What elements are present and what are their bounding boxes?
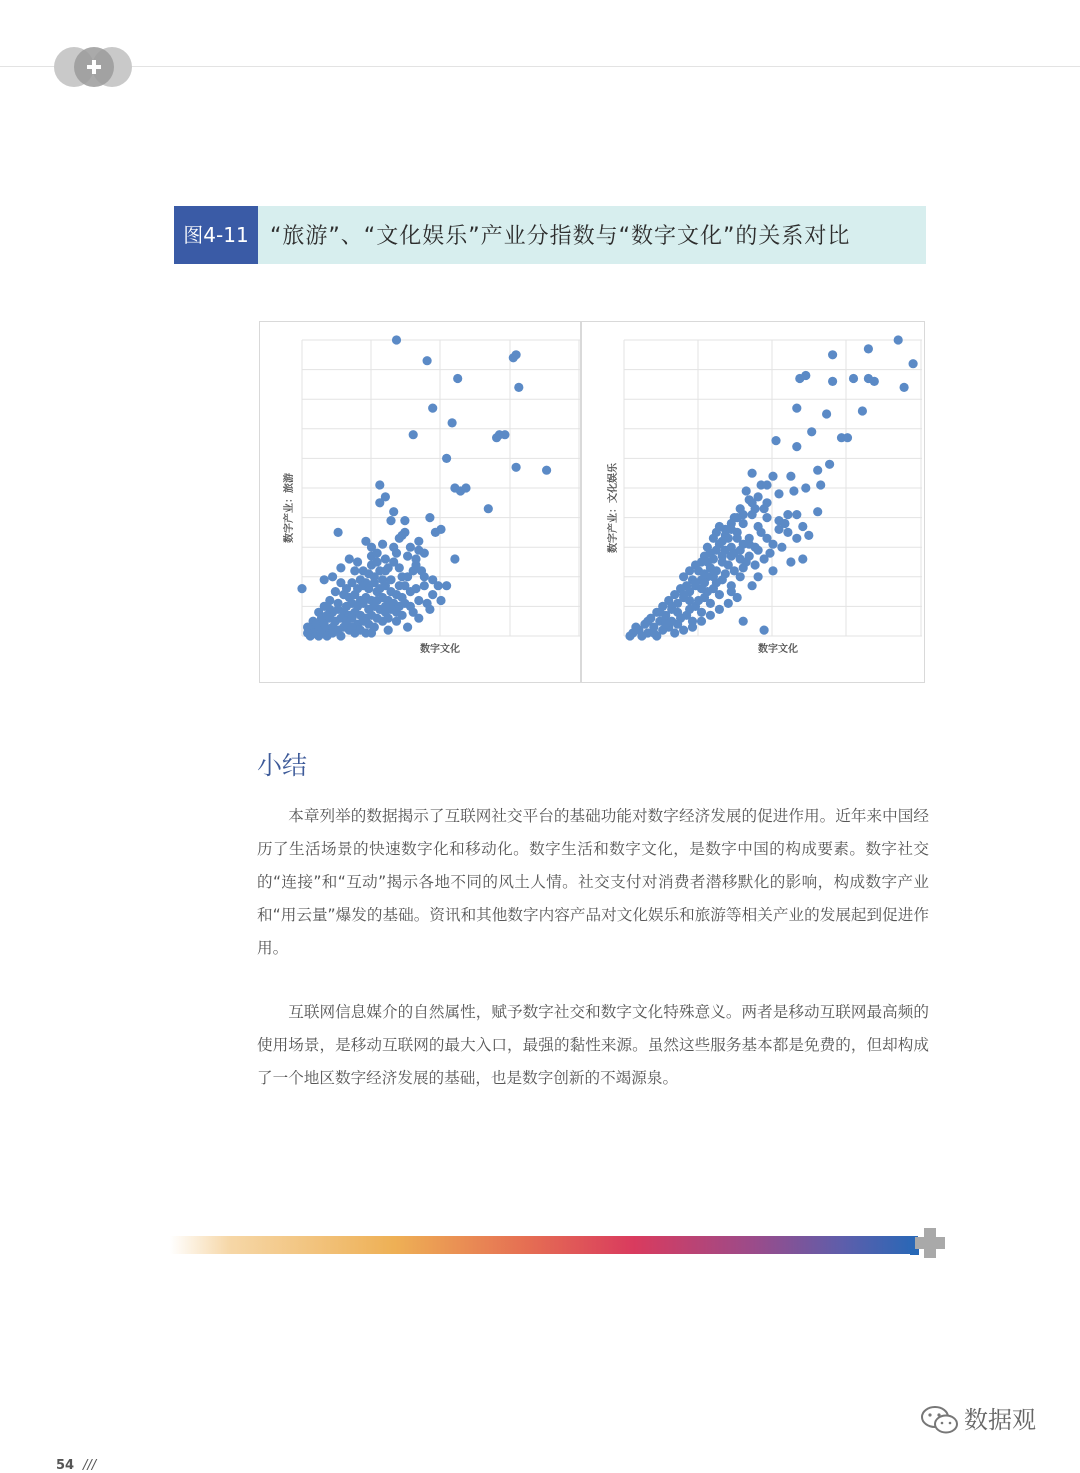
scatter-point [500,430,509,439]
scatter-point [320,575,329,584]
scatter-point [864,344,873,353]
scatter-point [436,525,445,534]
wechat-icon [920,1404,960,1436]
scatter-point [395,563,404,572]
scatter-point [409,430,418,439]
scatter-plot-tourism [260,322,580,682]
y-axis-label: 数字产业：旅游 [284,473,295,543]
scatter-point [667,602,676,611]
scatter-point [718,557,727,566]
scatter-point [709,566,718,575]
scatter-point [631,623,640,632]
scatter-point [792,442,801,451]
scatter-point [706,611,715,620]
scatter-chart-entertainment [581,321,925,683]
scatter-point [414,537,423,546]
scatter-point [370,572,379,581]
scatter-point [727,552,736,561]
scatter-point [843,433,852,442]
scatter-point [706,599,715,608]
scatter-point [694,596,703,605]
scatter-point [900,383,909,392]
scatter-point [709,554,718,563]
scatter-point [733,513,742,522]
watermark-text: 数据观 [964,1406,1036,1434]
scatter-point [777,543,786,552]
scatter-point [448,418,457,427]
scatter-chart-tourism [259,321,581,683]
scatter-point [771,436,780,445]
scatter-point [804,531,813,540]
scatter-point [381,602,390,611]
scatter-point [331,587,340,596]
scatter-point [736,572,745,581]
scatter-point [512,463,521,472]
scatter-point [822,409,831,418]
figure-title-band [174,206,926,264]
page-number-slashes: /// [83,1458,97,1473]
scatter-point [894,335,903,344]
scatter-point [367,628,376,637]
scatter-point [350,566,359,575]
scatter-point [762,513,771,522]
scatter-point [739,563,748,572]
scatter-point [807,427,816,436]
scatter-point [721,569,730,578]
scatter-point [789,486,798,495]
scatter-point [768,566,777,575]
scatter-point [870,377,879,386]
scatter-point [715,605,724,614]
scatter-point [420,572,429,581]
scatter-point [739,617,748,626]
scatter-point [328,572,337,581]
scatter-point [697,608,706,617]
scatter-point [347,623,356,632]
scatter-point [512,350,521,359]
scatter-point [442,581,451,590]
plus-icon [910,1226,950,1258]
scatter-point [768,472,777,481]
scatter-point [745,552,754,561]
scatter-point [434,581,443,590]
scatter-point [715,540,724,549]
scatter-point [748,510,757,519]
scatter-plot-entertainment [582,322,924,682]
scatter-point [428,590,437,599]
scatter-point [697,617,706,626]
scatter-point [727,587,736,596]
page-number: 54 [56,1458,75,1473]
scatter-point [420,581,429,590]
x-axis-label: 数字文化 [420,644,460,655]
scatter-point [423,356,432,365]
scatter-point [375,480,384,489]
scatter-point [715,590,724,599]
scatter-point [760,626,769,635]
scatter-point [375,498,384,507]
scatter-point [754,546,763,555]
scatter-point [389,507,398,516]
scatter-point [754,492,763,501]
scatter-point [736,546,745,555]
summary-paragraph-1: 本章列举的数据揭示了互联网社交平台的基础功能对数字经济发展的促进作用。近年来中国经历了生活场景的快速数字化和移动化。数字生活和数字文化，是数字中国的构成要素。数字社交的“连接”和“互动”揭示各地不同的风土人情。社交支付对消费者潜移默化的影响，构成数字产业和“用云量”爆发的基础。资讯和其他数字内容产品对文化娱乐和旅游等相关产业的发展起到促进作用。 [257,807,929,957]
scatter-point [760,504,769,513]
scatter-point [384,614,393,623]
scatter-point [783,510,792,519]
scatter-point [745,495,754,504]
figure-title: “旅游”、“文化娱乐”产业分指数与“数字文化”的关系对比 [270,224,851,249]
scatter-point [748,469,757,478]
scatter-point [816,480,825,489]
scatter-point [858,406,867,415]
scatter-point [384,626,393,635]
scatter-point [700,578,709,587]
section-heading: 小结 [257,751,308,780]
x-axis-label: 数字文化 [758,644,798,655]
figure-label: 图4-11 [174,206,258,264]
scatter-point [774,525,783,534]
scatter-point [909,359,918,368]
scatter-point [386,516,395,525]
scatter-point [783,528,792,537]
scatter-point [411,584,420,593]
scatter-point [542,466,551,475]
scatter-point [336,563,345,572]
scatter-point [751,560,760,569]
scatter-point [813,507,822,516]
summary-paragraph-2: 互联网信息媒介的自然属性，赋予数字社交和数字文化特殊意义。两者是移动互联网最高频的使用场景，是移动互联网的最大入口，最强的黏性来源。虽然这些服务基本都是免费的，但却构成了一个地区数字经济发展的基础，也是数字创新的不竭源泉。 [257,1003,929,1087]
scatter-point [649,628,658,637]
scatter-point [798,554,807,563]
scatter-point [403,572,412,581]
scatter-point [679,590,688,599]
scatter-point [378,540,387,549]
scatter-point [721,531,730,540]
plus-circles-icon [52,45,136,89]
scatter-point [643,617,652,626]
scatter-point [792,510,801,519]
scatter-point [724,599,733,608]
scatter-point [403,552,412,561]
scatter-point [461,483,470,492]
scatter-point [661,620,670,629]
scatter-point [297,584,306,593]
scatter-point [762,480,771,489]
scatter-point [792,534,801,543]
scatter-point [798,522,807,531]
scatter-point [423,599,432,608]
scatter-point [768,540,777,549]
scatter-point [450,554,459,563]
scatter-point [655,608,664,617]
scatter-point [442,454,451,463]
scatter-point [492,433,501,442]
scatter-point [774,489,783,498]
scatter-point [691,578,700,587]
scatter-point [373,557,382,566]
scatter-point [381,554,390,563]
scatter-point [685,605,694,614]
scatter-point [637,631,646,640]
scatter-point [400,516,409,525]
scatter-point [373,549,382,558]
scatter-point [392,549,401,558]
y-axis-label: 数字产业：文化娱乐 [608,463,619,553]
scatter-point [786,557,795,566]
scatter-point [334,528,343,537]
scatter-point [403,623,412,632]
scatter-point [745,540,754,549]
scatter-point [828,350,837,359]
scatter-point [792,404,801,413]
scatter-point [733,534,742,543]
scatter-point [392,335,401,344]
scatter-point [453,374,462,383]
scatter-point [345,554,354,563]
scatter-point [420,549,429,558]
scatter-point [303,628,312,637]
scatter-point [813,466,822,475]
scatter-point [328,628,337,637]
scatter-point [801,371,810,380]
scatter-point [765,549,774,558]
scatter-point [801,483,810,492]
header-rule [0,66,1080,67]
scatter-point [425,513,434,522]
scatter-point [395,534,404,543]
scatter-point [825,460,834,469]
watermark [920,1400,1070,1440]
scatter-point [353,557,362,566]
scatter-point [392,617,401,626]
scatter-point [428,404,437,413]
scatter-point [849,374,858,383]
scatter-point [395,581,404,590]
scatter-point [406,543,415,552]
scatter-point [754,572,763,581]
scatter-point [679,572,688,581]
scatter-point [336,631,345,640]
scatter-point [436,596,445,605]
scatter-point [742,486,751,495]
scatter-point [409,608,418,617]
scatter-point [414,596,423,605]
scatter-point [484,504,493,513]
scatter-point [828,377,837,386]
scatter-point [688,623,697,632]
scatter-point [786,472,795,481]
scatter-point [679,626,688,635]
scatter-point [670,628,679,637]
scatter-point [625,631,634,640]
scatter-point [748,581,757,590]
scatter-point [514,383,523,392]
decorative-gradient-bar [170,1236,918,1254]
